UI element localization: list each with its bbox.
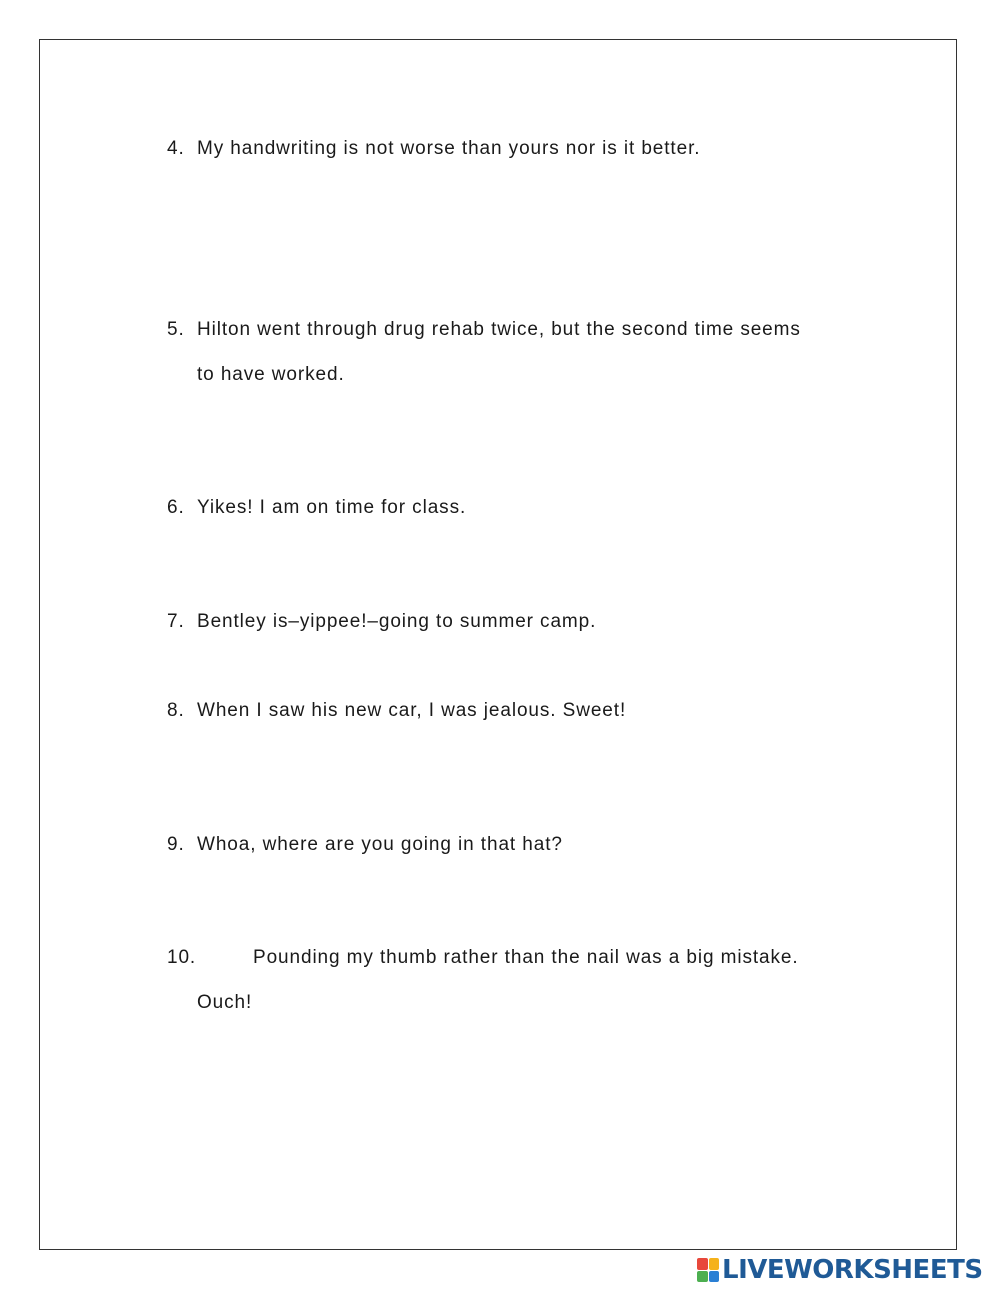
- item-text: Hilton went through drug rehab twice, but the second time seems: [197, 319, 801, 340]
- item-number: 6.: [167, 497, 185, 518]
- logo-square: [709, 1271, 720, 1283]
- item-number: 7.: [167, 611, 185, 632]
- item-text: Pounding my thumb rather than the nail was a big mistake.: [253, 947, 799, 968]
- item-number: 8.: [167, 700, 185, 721]
- item-text-continuation: to have worked.: [197, 364, 345, 385]
- item-text: Bentley is–yippee!–going to summer camp.: [197, 611, 597, 632]
- item-text: Whoa, where are you going in that hat?: [197, 834, 563, 855]
- list-item: [167, 126, 700, 171]
- item-text: My handwriting is not worse than yours nor is it better.: [197, 138, 701, 159]
- logo-text: LIVEWORKSHEETS: [722, 1255, 983, 1285]
- list-item: [167, 688, 626, 733]
- logo-square: [697, 1258, 708, 1270]
- item-text: When I saw his new car, I was jealous. Sweet!: [197, 700, 627, 721]
- item-number: 4.: [167, 138, 185, 159]
- list-item: [167, 307, 801, 352]
- worksheet-page: [39, 39, 957, 1250]
- item-text-continuation: Ouch!: [197, 992, 253, 1013]
- list-item: [167, 599, 596, 644]
- item-number: 9.: [167, 834, 185, 855]
- logo-square: [697, 1271, 708, 1283]
- liveworksheets-logo: [697, 1256, 983, 1284]
- logo-square: [709, 1258, 720, 1270]
- item-number: 10.: [167, 947, 197, 968]
- item-text: Yikes! I am on time for class.: [197, 497, 467, 518]
- list-item: [167, 822, 563, 867]
- list-item: [167, 485, 466, 530]
- item-number: 5.: [167, 319, 185, 340]
- list-item: [167, 935, 799, 980]
- logo-mark-icon: [697, 1258, 719, 1282]
